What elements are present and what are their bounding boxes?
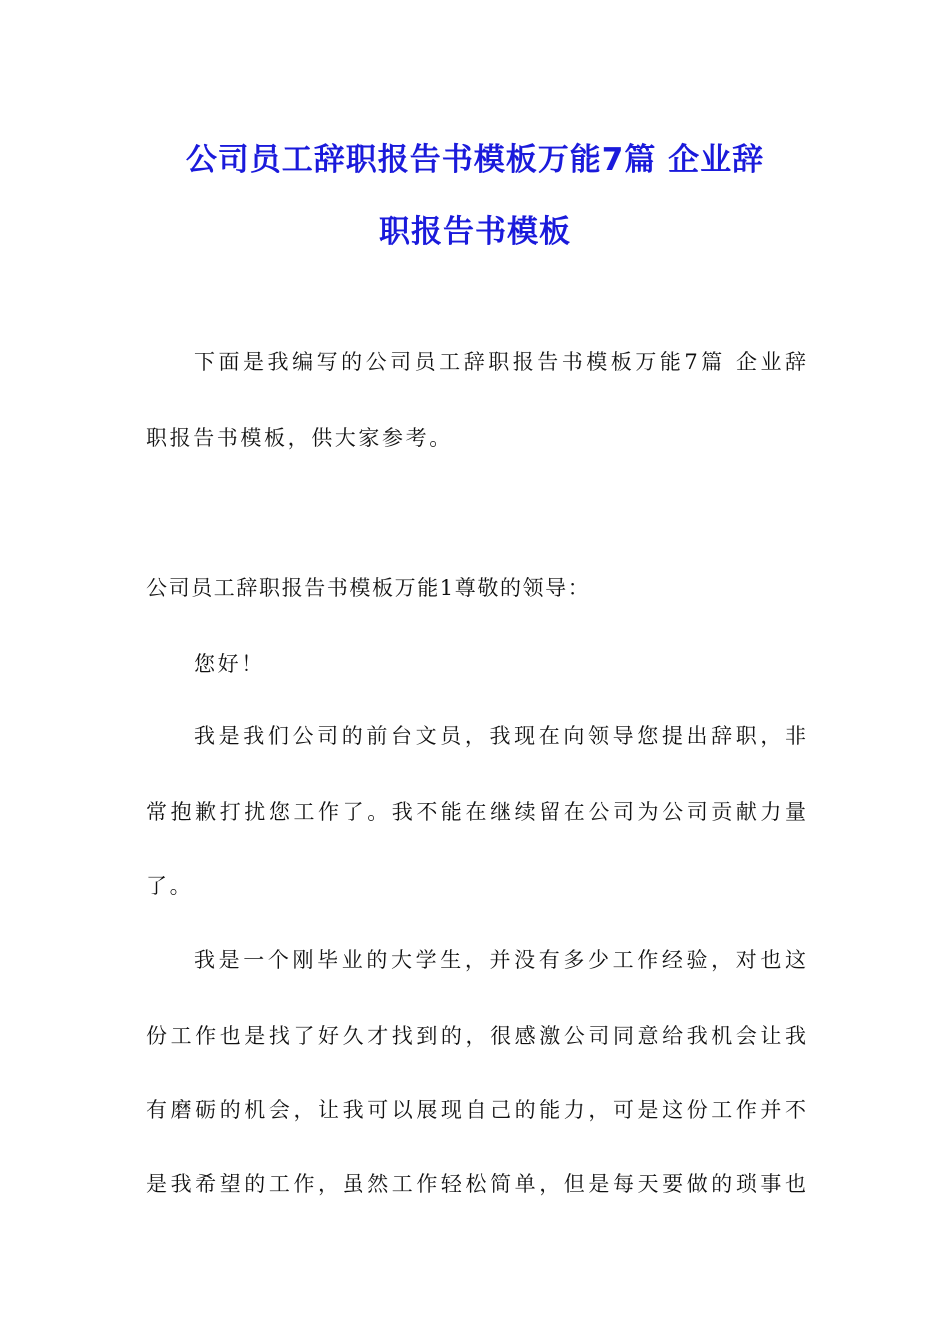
document-title-line-2: 职报告书模板 [379,214,571,250]
para2-line-2: 份工作也是找了好久才找到的，很感激公司同意给我机会让我 [146,1024,806,1048]
section-heading: 公司员工辞职报告书模板万能1尊敬的领导： [146,576,591,600]
intro-line-2: 职报告书模板，供大家参考。 [146,426,453,450]
para2-line-1: 我是一个刚毕业的大学生，并没有多少工作经验，对也这 [194,948,806,972]
document-title-line-1: 公司员工辞职报告书模板万能7篇 企业辞 [185,142,765,178]
greeting: 您好！ [194,652,265,676]
para2-line-4: 是我希望的工作，虽然工作轻松简单，但是每天要做的琐事也 [146,1172,806,1196]
para1-line-1: 我是我们公司的前台文员，我现在向领导您提出辞职，非 [194,724,806,748]
intro-line-1: 下面是我编写的公司员工辞职报告书模板万能7篇 企业辞 [194,350,806,374]
para1-line-3: 了。 [146,874,194,898]
para2-line-3: 有磨砺的机会，让我可以展现自己的能力，可是这份工作并不 [146,1098,806,1122]
para1-line-2: 常抱歉打扰您工作了。我不能在继续留在公司为公司贡献力量 [146,800,806,824]
